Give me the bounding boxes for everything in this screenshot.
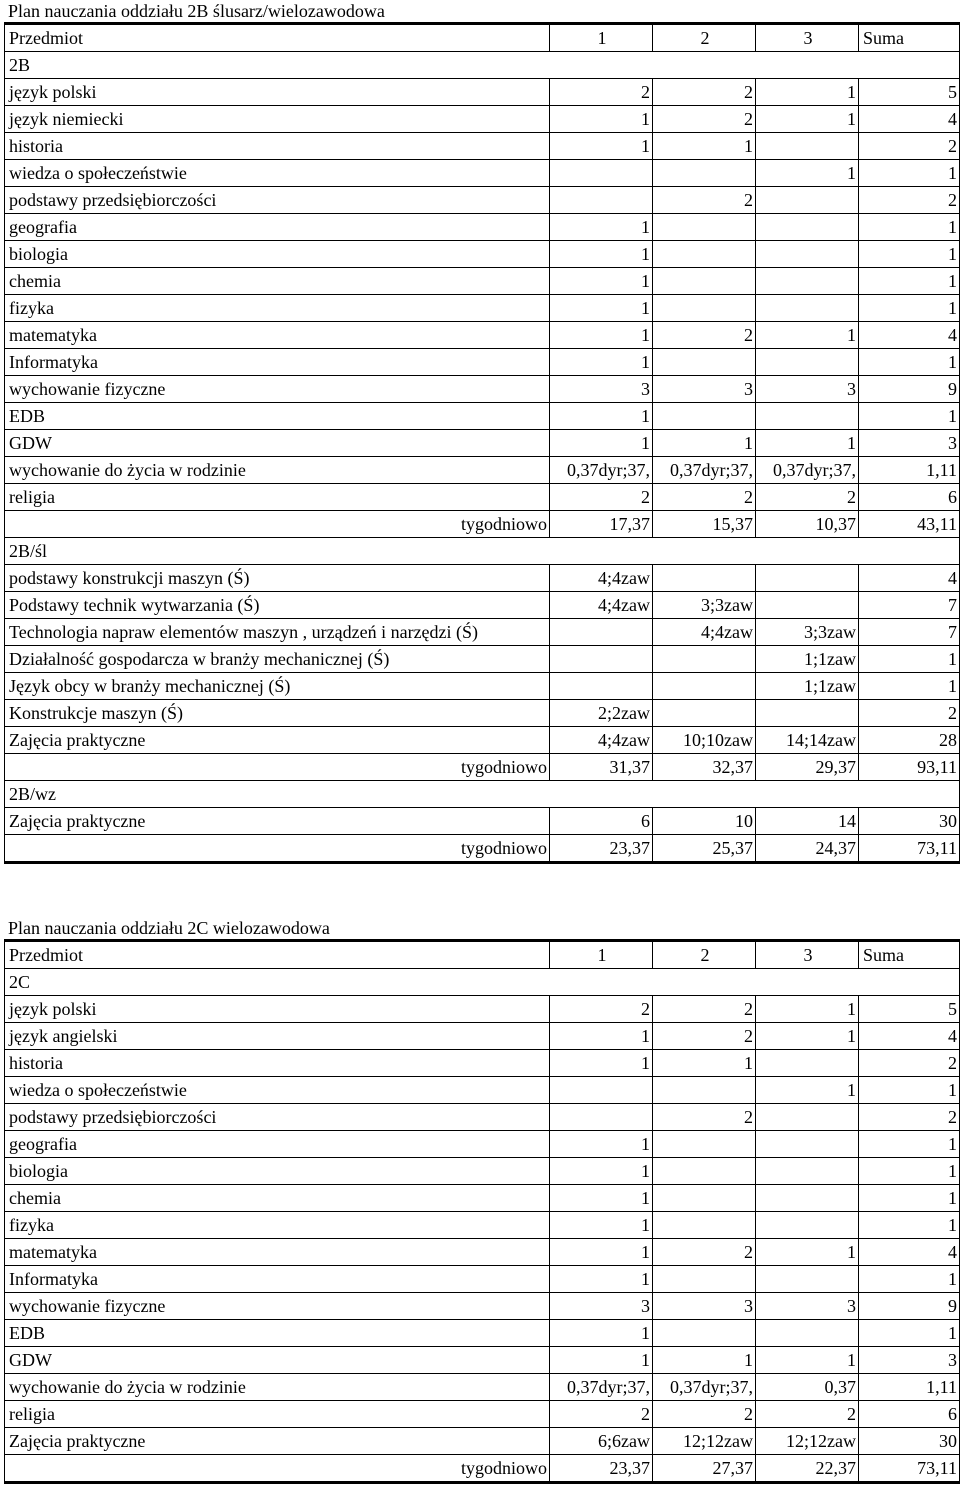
year-3-hours <box>756 565 859 592</box>
year-3-hours: 1 <box>756 1347 859 1374</box>
table-row <box>5 1185 960 1212</box>
total-year-1: 31,37 <box>550 754 653 781</box>
year-2-hours: ,37;0,37dyr <box>653 1374 756 1401</box>
table-row <box>5 1428 960 1455</box>
subject-name: podstawy przedsiębiorczości <box>5 187 550 214</box>
year-2-hours <box>653 160 756 187</box>
year-2-hours <box>653 1320 756 1347</box>
year-2-hours <box>653 1185 756 1212</box>
table-row <box>5 322 960 349</box>
sum-hours: 4 <box>859 322 960 349</box>
year-3-hours <box>756 403 859 430</box>
sum-hours: 2 <box>859 133 960 160</box>
year-1-hours: 4;4zaw <box>550 727 653 754</box>
total-row <box>5 1455 960 1483</box>
header-year-2: 2 <box>653 24 756 52</box>
plan-2b-table <box>4 22 960 864</box>
year-1-hours: 3 <box>550 1293 653 1320</box>
total-year-2: 27,37 <box>653 1455 756 1483</box>
subject-name: język niemiecki <box>5 106 550 133</box>
year-2-hours <box>653 1077 756 1104</box>
table-row <box>5 1347 960 1374</box>
table-row <box>5 79 960 106</box>
year-3-hours <box>756 1158 859 1185</box>
year-1-hours: 1 <box>550 1023 653 1050</box>
year-2-hours <box>653 214 756 241</box>
year-3-hours: 1 <box>756 79 859 106</box>
year-1-hours: 1 <box>550 1239 653 1266</box>
subject-name: matematyka <box>5 1239 550 1266</box>
year-1-hours: 2 <box>550 484 653 511</box>
year-2-hours: 10 <box>653 808 756 835</box>
section-name: 2B/śl <box>5 538 960 565</box>
table-row <box>5 592 960 619</box>
sum-hours: 1 <box>859 241 960 268</box>
year-1-hours: 2;2zaw <box>550 700 653 727</box>
year-3-hours: 1 <box>756 1239 859 1266</box>
total-sum: 73,11 <box>859 835 960 863</box>
sum-hours: 1 <box>859 646 960 673</box>
table-row <box>5 727 960 754</box>
total-row <box>5 835 960 863</box>
total-year-2: 25,37 <box>653 835 756 863</box>
year-3-hours: 1 <box>756 106 859 133</box>
year-1-hours: 1 <box>550 1266 653 1293</box>
subject-name: EDB <box>5 1320 550 1347</box>
year-2-hours <box>653 349 756 376</box>
section-row <box>5 969 960 996</box>
subject-name: Technologia napraw elementów maszyn , urządzeń i narzędzi (Ś) <box>5 619 550 646</box>
sum-hours: 1 <box>859 1266 960 1293</box>
year-2-hours <box>653 646 756 673</box>
year-3-hours: 14 <box>756 808 859 835</box>
year-2-hours: 2 <box>653 187 756 214</box>
table-row <box>5 457 960 484</box>
header-sum: Suma <box>859 941 960 969</box>
table-row <box>5 808 960 835</box>
year-1-hours: 1 <box>550 1320 653 1347</box>
year-3-hours: 2 <box>756 1401 859 1428</box>
sum-hours: 1 <box>859 268 960 295</box>
weekly-total-label: tygodniowo <box>5 1455 550 1483</box>
subject-name: Podstawy technik wytwarzania (Ś) <box>5 592 550 619</box>
table-row <box>5 349 960 376</box>
subject-name: Zajęcia praktyczne <box>5 727 550 754</box>
sum-hours: 1 <box>859 1077 960 1104</box>
subject-name: wychowanie fizyczne <box>5 1293 550 1320</box>
table-row <box>5 646 960 673</box>
sum-hours: 1 <box>859 214 960 241</box>
subject-name: język polski <box>5 996 550 1023</box>
year-2-hours: 12;12zaw <box>653 1428 756 1455</box>
sum-hours: 4 <box>859 1023 960 1050</box>
table-row <box>5 1266 960 1293</box>
sum-hours: 7 <box>859 592 960 619</box>
year-3-hours: 1;1zaw <box>756 646 859 673</box>
year-2-hours: 1 <box>653 1050 756 1077</box>
table-row <box>5 619 960 646</box>
year-3-hours: 3 <box>756 376 859 403</box>
year-2-hours: 3;3zaw <box>653 592 756 619</box>
year-2-hours <box>653 1131 756 1158</box>
total-year-3: 10,37 <box>756 511 859 538</box>
year-1-hours <box>550 673 653 700</box>
year-2-hours: 4;4zaw <box>653 619 756 646</box>
sum-hours: 4 <box>859 1239 960 1266</box>
subject-name: geografia <box>5 214 550 241</box>
table-row <box>5 403 960 430</box>
header-subject: Przedmiot <box>5 941 550 969</box>
year-3-hours <box>756 214 859 241</box>
subject-name: historia <box>5 1050 550 1077</box>
table-row <box>5 160 960 187</box>
total-year-1: 17,37 <box>550 511 653 538</box>
section-row <box>5 538 960 565</box>
header-year-1: 1 <box>550 941 653 969</box>
year-1-hours: ,37;0,37dyr <box>550 1374 653 1401</box>
subject-name: wychowanie fizyczne <box>5 376 550 403</box>
header-sum: Suma <box>859 24 960 52</box>
section-row <box>5 52 960 79</box>
sum-hours: 1 <box>859 1158 960 1185</box>
year-2-hours: 2 <box>653 1401 756 1428</box>
subject-name: podstawy przedsiębiorczości <box>5 1104 550 1131</box>
section-name: 2C <box>5 969 960 996</box>
year-3-hours: 1;1zaw <box>756 673 859 700</box>
year-1-hours: 1 <box>550 322 653 349</box>
year-1-hours: 4;4zaw <box>550 592 653 619</box>
plan-2b <box>4 0 959 864</box>
year-2-hours: 1 <box>653 133 756 160</box>
subject-name: język angielski <box>5 1023 550 1050</box>
section-name: 2B/wz <box>5 781 960 808</box>
table-row <box>5 1401 960 1428</box>
table-row <box>5 673 960 700</box>
subject-name: biologia <box>5 1158 550 1185</box>
sum-hours: 6 <box>859 1401 960 1428</box>
year-1-hours: 2 <box>550 79 653 106</box>
year-1-hours <box>550 1077 653 1104</box>
year-3-hours <box>756 1212 859 1239</box>
sum-hours: 5 <box>859 79 960 106</box>
year-1-hours: 1 <box>550 106 653 133</box>
table-row <box>5 1293 960 1320</box>
table-row <box>5 484 960 511</box>
year-1-hours <box>550 160 653 187</box>
year-1-hours: 1 <box>550 133 653 160</box>
subject-name: wiedza o społeczeństwie <box>5 1077 550 1104</box>
year-1-hours: 1 <box>550 1131 653 1158</box>
subject-name: religia <box>5 1401 550 1428</box>
year-2-hours <box>653 673 756 700</box>
year-2-hours <box>653 1212 756 1239</box>
year-1-hours: ,37;0,37dyr <box>550 457 653 484</box>
subject-name: Działalność gospodarcza w branży mechanicznej (Ś) <box>5 646 550 673</box>
year-3-hours <box>756 268 859 295</box>
year-3-hours <box>756 700 859 727</box>
subject-name: GDW <box>5 1347 550 1374</box>
header-year-2: 2 <box>653 941 756 969</box>
sum-hours: 1 <box>859 295 960 322</box>
year-3-hours <box>756 1185 859 1212</box>
year-1-hours: 6;6zaw <box>550 1428 653 1455</box>
section-name: 2B <box>5 52 960 79</box>
header-year-3: 3 <box>756 941 859 969</box>
sum-hours: 1 <box>859 1185 960 1212</box>
subject-name: Informatyka <box>5 1266 550 1293</box>
sum-hours: 4 <box>859 565 960 592</box>
year-3-hours <box>756 1320 859 1347</box>
weekly-total-label: tygodniowo <box>5 835 550 863</box>
table-row <box>5 1320 960 1347</box>
sum-hours: 3 <box>859 1347 960 1374</box>
total-sum: 93,11 <box>859 754 960 781</box>
weekly-total-label: tygodniowo <box>5 754 550 781</box>
year-1-hours: 1 <box>550 349 653 376</box>
table-row <box>5 241 960 268</box>
plan-2c-table <box>4 939 960 1484</box>
year-3-hours <box>756 133 859 160</box>
year-1-hours: 1 <box>550 430 653 457</box>
plan-2c <box>4 917 959 1484</box>
table-row <box>5 430 960 457</box>
year-2-hours: 2 <box>653 1104 756 1131</box>
year-1-hours: 1 <box>550 295 653 322</box>
total-year-3: 29,37 <box>756 754 859 781</box>
table-row <box>5 1212 960 1239</box>
subject-name: podstawy konstrukcji maszyn (Ś) <box>5 565 550 592</box>
header-year-1: 1 <box>550 24 653 52</box>
total-year-1: 23,37 <box>550 1455 653 1483</box>
year-3-hours <box>756 187 859 214</box>
total-row <box>5 511 960 538</box>
table-row <box>5 268 960 295</box>
year-3-hours: 0,37 <box>756 1374 859 1401</box>
total-year-3: 24,37 <box>756 835 859 863</box>
year-1-hours: 1 <box>550 1212 653 1239</box>
table-row <box>5 1050 960 1077</box>
subject-name: Informatyka <box>5 349 550 376</box>
sum-hours: 1 <box>859 349 960 376</box>
subject-name: chemia <box>5 1185 550 1212</box>
table-row <box>5 106 960 133</box>
year-3-hours: 14;14zaw <box>756 727 859 754</box>
year-2-hours <box>653 1158 756 1185</box>
year-2-hours: ,37;0,37dyr <box>653 457 756 484</box>
year-3-hours <box>756 349 859 376</box>
header-row <box>5 24 960 52</box>
sum-hours: 28 <box>859 727 960 754</box>
sum-hours: 4 <box>859 106 960 133</box>
header-subject: Przedmiot <box>5 24 550 52</box>
year-3-hours: 1 <box>756 430 859 457</box>
year-1-hours <box>550 1104 653 1131</box>
sum-hours: 30 <box>859 808 960 835</box>
year-3-hours: 1 <box>756 1023 859 1050</box>
year-1-hours: 2 <box>550 1401 653 1428</box>
table-row <box>5 996 960 1023</box>
sum-hours: 2 <box>859 700 960 727</box>
sum-hours: 2 <box>859 1050 960 1077</box>
year-2-hours: 10;10zaw <box>653 727 756 754</box>
year-3-hours: 3;3zaw <box>756 619 859 646</box>
table-row <box>5 1131 960 1158</box>
plan-2b-title: Plan nauczania oddziału 2B ślusarz/wielozawodowa <box>8 1 385 21</box>
table-row <box>5 1077 960 1104</box>
year-3-hours: 1 <box>756 1077 859 1104</box>
year-1-hours: 1 <box>550 1050 653 1077</box>
total-year-2: 32,37 <box>653 754 756 781</box>
year-1-hours: 4;4zaw <box>550 565 653 592</box>
subject-name: EDB <box>5 403 550 430</box>
year-1-hours: 6 <box>550 808 653 835</box>
header-year-3: 3 <box>756 24 859 52</box>
year-1-hours: 1 <box>550 1347 653 1374</box>
table-row <box>5 133 960 160</box>
year-1-hours <box>550 646 653 673</box>
weekly-total-label: tygodniowo <box>5 511 550 538</box>
year-2-hours: 3 <box>653 1293 756 1320</box>
subject-name: GDW <box>5 430 550 457</box>
year-3-hours: 2 <box>756 484 859 511</box>
sum-hours: 2 <box>859 187 960 214</box>
year-1-hours: 1 <box>550 1158 653 1185</box>
subject-name: biologia <box>5 241 550 268</box>
table-row <box>5 1104 960 1131</box>
subject-name: wychowanie do życia w rodzinie <box>5 1374 550 1401</box>
year-3-hours <box>756 1050 859 1077</box>
table-row <box>5 700 960 727</box>
year-3-hours <box>756 1131 859 1158</box>
year-2-hours <box>653 295 756 322</box>
table-row <box>5 1023 960 1050</box>
year-2-hours: 1 <box>653 430 756 457</box>
year-3-hours <box>756 241 859 268</box>
sum-hours: 7 <box>859 619 960 646</box>
year-2-hours <box>653 700 756 727</box>
table-row <box>5 565 960 592</box>
sum-hours: 30 <box>859 1428 960 1455</box>
year-3-hours: 3 <box>756 1293 859 1320</box>
year-2-hours: 3 <box>653 376 756 403</box>
year-2-hours <box>653 565 756 592</box>
year-3-hours: 1 <box>756 996 859 1023</box>
subject-name: Konstrukcje maszyn (Ś) <box>5 700 550 727</box>
year-2-hours <box>653 1266 756 1293</box>
table-row <box>5 1239 960 1266</box>
total-sum: 43,11 <box>859 511 960 538</box>
year-1-hours <box>550 187 653 214</box>
year-1-hours: 1 <box>550 268 653 295</box>
subject-name: geografia <box>5 1131 550 1158</box>
total-year-1: 23,37 <box>550 835 653 863</box>
year-2-hours <box>653 241 756 268</box>
year-3-hours: ,37;0,37dyr <box>756 457 859 484</box>
year-3-hours <box>756 1104 859 1131</box>
sum-hours: 1 <box>859 673 960 700</box>
sum-hours: 9 <box>859 1293 960 1320</box>
year-1-hours: 2 <box>550 996 653 1023</box>
sum-hours: 9 <box>859 376 960 403</box>
sum-hours: 1 <box>859 1212 960 1239</box>
plan-2c-title: Plan nauczania oddziału 2C wielozawodowa <box>8 918 330 938</box>
year-3-hours <box>756 592 859 619</box>
sum-hours: 5 <box>859 996 960 1023</box>
year-3-hours <box>756 295 859 322</box>
year-2-hours: 1 <box>653 1347 756 1374</box>
subject-name: historia <box>5 133 550 160</box>
year-1-hours: 1 <box>550 241 653 268</box>
year-2-hours: 2 <box>653 484 756 511</box>
year-3-hours: 12;12zaw <box>756 1428 859 1455</box>
year-2-hours: 2 <box>653 106 756 133</box>
total-year-2: 15,37 <box>653 511 756 538</box>
year-2-hours: 2 <box>653 79 756 106</box>
year-2-hours: 2 <box>653 1239 756 1266</box>
year-3-hours: 1 <box>756 160 859 187</box>
year-2-hours: 2 <box>653 322 756 349</box>
year-3-hours: 1 <box>756 322 859 349</box>
table-row <box>5 295 960 322</box>
year-2-hours: 2 <box>653 1023 756 1050</box>
total-row <box>5 754 960 781</box>
year-1-hours: 1 <box>550 214 653 241</box>
subject-name: wychowanie do życia w rodzinie <box>5 457 550 484</box>
table-row <box>5 187 960 214</box>
subject-name: Język obcy w branży mechanicznej (Ś) <box>5 673 550 700</box>
section-row <box>5 781 960 808</box>
subject-name: chemia <box>5 268 550 295</box>
total-sum: 73,11 <box>859 1455 960 1483</box>
sum-hours: 2 <box>859 1104 960 1131</box>
table-row <box>5 1158 960 1185</box>
sum-hours: 1 <box>859 1320 960 1347</box>
subject-name: fizyka <box>5 1212 550 1239</box>
year-3-hours <box>756 1266 859 1293</box>
table-row <box>5 376 960 403</box>
sum-hours: 1 <box>859 160 960 187</box>
subject-name: Zajęcia praktyczne <box>5 808 550 835</box>
year-1-hours: 1 <box>550 1185 653 1212</box>
table-row <box>5 1374 960 1401</box>
sum-hours: 3 <box>859 430 960 457</box>
year-2-hours <box>653 403 756 430</box>
header-row <box>5 941 960 969</box>
subject-name: fizyka <box>5 295 550 322</box>
subject-name: matematyka <box>5 322 550 349</box>
subject-name: Zajęcia praktyczne <box>5 1428 550 1455</box>
sum-hours: 1 <box>859 1131 960 1158</box>
table-row <box>5 214 960 241</box>
subject-name: język polski <box>5 79 550 106</box>
year-1-hours <box>550 619 653 646</box>
total-year-3: 22,37 <box>756 1455 859 1483</box>
sum-hours: 1 <box>859 403 960 430</box>
year-2-hours: 2 <box>653 996 756 1023</box>
year-1-hours: 1 <box>550 403 653 430</box>
sum-hours: 1,11 <box>859 1374 960 1401</box>
sum-hours: 6 <box>859 484 960 511</box>
year-1-hours: 3 <box>550 376 653 403</box>
subject-name: religia <box>5 484 550 511</box>
year-2-hours <box>653 268 756 295</box>
sum-hours: 1,11 <box>859 457 960 484</box>
subject-name: wiedza o społeczeństwie <box>5 160 550 187</box>
